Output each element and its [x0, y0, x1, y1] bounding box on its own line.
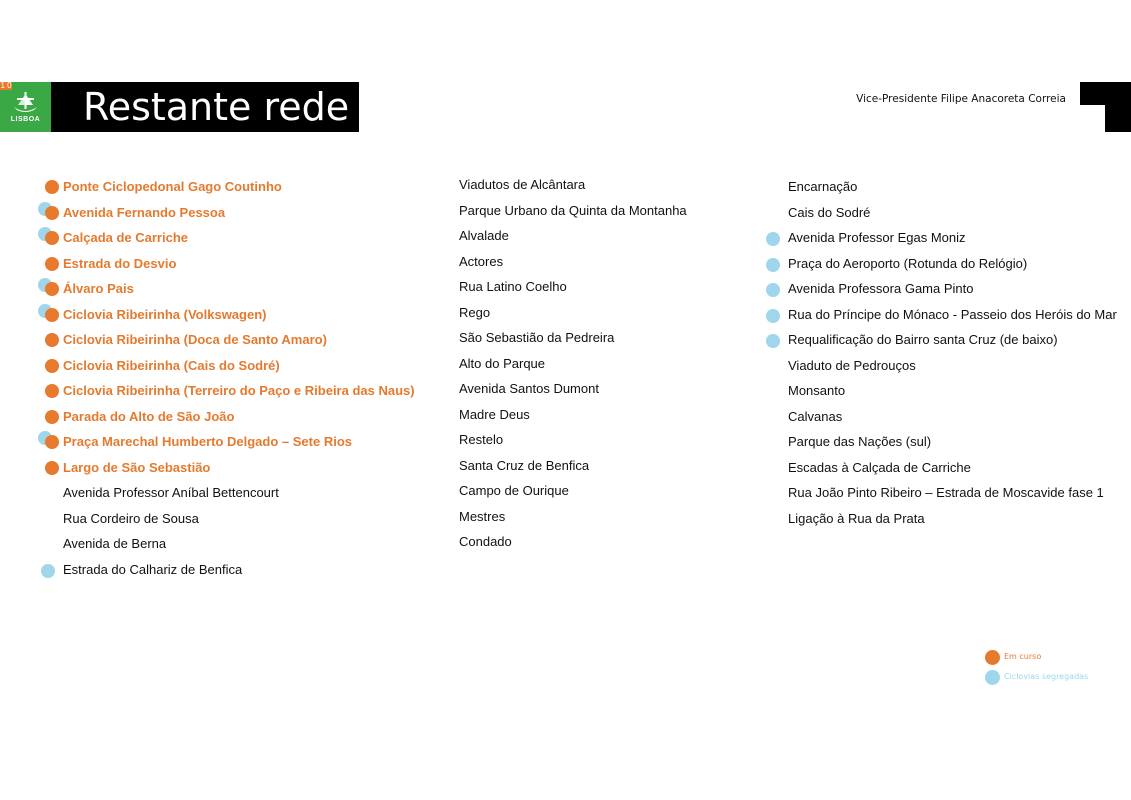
orange-dot-icon — [45, 461, 59, 475]
list-item — [788, 378, 1117, 404]
list-item — [63, 455, 415, 481]
list-item — [63, 404, 415, 430]
legend-segregated — [985, 669, 1088, 689]
list-item — [63, 353, 415, 379]
blue-dot-icon — [985, 670, 1000, 685]
orange-dot-icon — [45, 206, 59, 220]
list-item — [788, 174, 1117, 200]
list-item — [459, 223, 687, 249]
list-item-label: Ponte Ciclopedonal Gago Coutinho — [63, 179, 282, 194]
list-item — [63, 531, 415, 557]
list-item — [63, 225, 415, 251]
list-item-label: Actores — [459, 253, 504, 269]
vice-president-label: Vice-Presidente Filipe Anacoreta Correia — [856, 93, 1066, 105]
orange-dot-icon — [45, 257, 59, 271]
list-item — [788, 327, 1117, 353]
list-item — [788, 429, 1117, 455]
list-item — [788, 276, 1117, 302]
list-item-label: Escadas à Calçada de Carriche — [788, 459, 971, 475]
list-item — [459, 249, 687, 275]
list-item-label: Avenida Fernando Pessoa — [63, 204, 226, 220]
list-item-label: Avenida de Berna — [63, 536, 167, 551]
orange-dot-icon — [45, 180, 59, 194]
list-item — [459, 504, 687, 530]
list-item — [459, 274, 687, 300]
list-item — [459, 529, 687, 555]
list-item-label: Rua Latino Coelho — [459, 279, 567, 294]
blue-dot-icon — [766, 258, 780, 272]
list-item-label: Cais do Sodré — [788, 204, 871, 220]
list-item-label: Ciclovia Ribeirinha (Doca de Santo Amaro) — [63, 332, 327, 347]
list-item — [788, 200, 1117, 226]
list-item — [788, 480, 1117, 506]
title-bar — [51, 82, 359, 132]
list-item — [459, 351, 687, 377]
list-item — [63, 200, 415, 226]
list-item-label: Restelo — [459, 432, 504, 447]
legend — [985, 649, 1088, 689]
list-item-label: Rego — [459, 304, 491, 320]
orange-dot-icon — [45, 282, 59, 296]
list-item-label: Praça do Aeroporto (Rotunda do Relógio) — [788, 255, 1028, 271]
list-item-label: Viadutos de Alcântara — [459, 177, 586, 192]
list-item — [459, 427, 687, 453]
list-item — [63, 302, 415, 328]
list-item — [63, 557, 415, 583]
list-item-label: Mestres — [459, 508, 506, 524]
list-item-label: Largo de São Sebastião — [63, 459, 211, 475]
list-item-label: Avenida Santos Dumont — [459, 381, 599, 396]
list-item-label: Condado — [459, 534, 512, 549]
list-item — [459, 300, 687, 326]
list-item-label: Rua do Príncipe do Mónaco - Passeio dos Heróis do Mar — [788, 306, 1117, 322]
list-item-label: Parada do Alto de São João — [63, 408, 235, 424]
list-item-label: Álvaro Pais — [63, 281, 134, 296]
list-item-label: Rua Cordeiro de Sousa — [63, 510, 199, 526]
list-item — [459, 198, 687, 224]
list-item — [788, 251, 1117, 277]
orange-dot-icon — [45, 359, 59, 373]
list-item — [459, 453, 687, 479]
list-item — [788, 506, 1117, 532]
blue-dot-icon — [766, 232, 780, 246]
blue-dot-icon — [766, 309, 780, 323]
list-item-label: Ligação à Rua da Prata — [788, 510, 925, 526]
list-item — [459, 402, 687, 428]
list-item — [788, 455, 1117, 481]
list-item-label: Alvalade — [459, 228, 509, 243]
list-item-label: Alto do Parque — [459, 355, 546, 371]
orange-dot-icon — [45, 308, 59, 322]
lisboa-ship-icon — [12, 91, 39, 115]
list-item — [63, 506, 415, 532]
column-3 — [788, 174, 1117, 531]
list-item-label: Avenida Professora Gama Pinto — [788, 281, 974, 296]
list-item-label: Madre Deus — [459, 406, 530, 422]
list-item-label: Campo de Ourique — [459, 483, 569, 498]
list-item — [788, 225, 1117, 251]
list-item — [63, 327, 415, 353]
blue-dot-icon — [766, 334, 780, 348]
list-item — [459, 478, 687, 504]
list-item-label: Avenida Professor Aníbal Bettencourt — [63, 485, 279, 500]
list-item-label: Calvanas — [788, 408, 843, 424]
list-item-label: Monsanto — [788, 383, 846, 398]
list-item-label: Ciclovia Ribeirinha (Volkswagen) — [63, 306, 267, 322]
list-item-label: Requalificação do Bairro santa Cruz (de baixo) — [788, 332, 1058, 347]
list-item — [459, 376, 687, 402]
list-item-label: Calçada de Carriche — [63, 230, 189, 245]
legend-in-progress-label: Em curso — [1004, 652, 1042, 661]
list-item-label: Parque Urbano da Quinta da Montanha — [459, 202, 687, 218]
orange-dot-icon — [45, 384, 59, 398]
list-item-label: Estrada do Desvio — [63, 255, 177, 271]
list-item-label: Rua João Pinto Ribeiro – Estrada de Moscavide fase 1 — [788, 485, 1104, 500]
list-item — [459, 325, 687, 351]
list-item — [63, 251, 415, 277]
list-item — [459, 172, 687, 198]
list-item — [63, 378, 415, 404]
list-item — [63, 276, 415, 302]
page-number: 1 0 — [0, 81, 12, 90]
column-1 — [63, 174, 415, 582]
list-item-label: Praça Marechal Humberto Delgado – Sete Rios — [63, 434, 352, 449]
list-item — [63, 480, 415, 506]
list-item-label: Santa Cruz de Benfica — [459, 457, 590, 473]
orange-dot-icon — [45, 333, 59, 347]
legend-segregated-label: Ciclovias segregadas — [1004, 672, 1089, 681]
list-item-label: Parque das Nações (sul) — [788, 434, 932, 449]
corner-decoration — [1080, 82, 1131, 132]
list-item-label: Avenida Professor Egas Moniz — [788, 230, 966, 245]
list-item-label: São Sebastião da Pedreira — [459, 330, 615, 345]
logo-text: LISBOA — [10, 116, 41, 123]
list-item — [788, 353, 1117, 379]
list-item — [63, 174, 415, 200]
list-item — [63, 429, 415, 455]
list-item-label: Encarnação — [788, 179, 858, 194]
orange-dot-icon — [45, 231, 59, 245]
orange-dot-icon — [45, 435, 59, 449]
list-item — [788, 404, 1117, 430]
orange-dot-icon — [45, 410, 59, 424]
legend-in-progress — [985, 649, 1088, 669]
list-item-label: Estrada do Calhariz de Benfica — [63, 561, 243, 577]
column-2 — [459, 172, 687, 555]
list-item — [788, 302, 1117, 328]
list-item-label: Viaduto de Pedrouços — [788, 357, 916, 373]
blue-dot-icon — [766, 283, 780, 297]
list-item-label: Ciclovia Ribeirinha (Terreiro do Paço e Ribeira das Naus) — [63, 383, 415, 398]
orange-dot-icon — [985, 650, 1000, 665]
page-title: Restante rede — [83, 85, 350, 129]
blue-dot-icon — [41, 564, 55, 578]
list-item-label: Ciclovia Ribeirinha (Cais do Sodré) — [63, 357, 280, 373]
